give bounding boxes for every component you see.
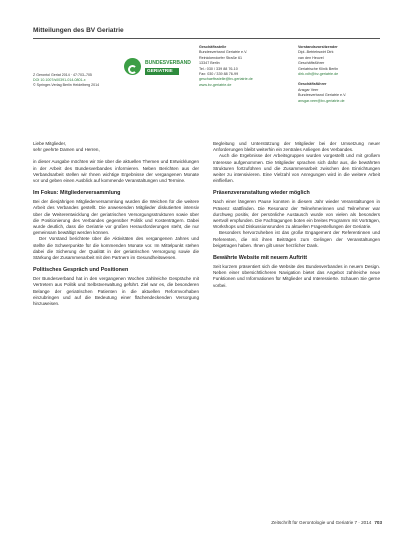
contact-line: Bundesverband Geriatrie e.V. xyxy=(199,50,248,55)
greeting: Liebe Mitglieder, xyxy=(33,141,67,146)
journal-name: Zeitschrift für Gerontologie und Geriatrie 7 · 2014 xyxy=(271,520,372,525)
page-header-title: Mitteilungen des BV Geriatrie xyxy=(33,27,124,34)
contact-line: Dipl.-Betriebswirt Dirk xyxy=(298,50,334,55)
contact-website-link[interactable]: www.bv-geriatrie.de xyxy=(199,82,232,87)
contact-email-link[interactable]: geschaeftsstelle@bv-geriatrie.de xyxy=(199,77,253,82)
contact-email-link[interactable]: dirk.vdh@bv-geriatrie.de xyxy=(298,72,339,77)
contact-line: Ansgar Veer xyxy=(298,87,319,92)
greeting: sehr geehrte Damen und Herren, xyxy=(33,147,100,153)
section-heading: Politisches Gespräch und Positionen xyxy=(33,267,129,274)
contact-line: Bundesverband Geriatrie e.V. xyxy=(298,93,347,98)
paragraph: Seit kurzem präsentiert sich die Website des Bundesverbandes in neuem Design. Neben einer übersichtlicheren Navigation bietet das Angebot zahlreiche neue Funktionen und Informationen für Mitglieder und Interessierte. Schauen Sie gerne vorbei. xyxy=(213,264,380,288)
page-footer xyxy=(260,520,382,525)
contact-heading: Geschäftsführer xyxy=(298,82,327,87)
paragraph: Der Vorstand berichtete über die Aktivitäten des vergangenen Jahres und stellte die Schwerpunkte für die kommenden Monate vor. Im Mittelpunkt stehen dabei die Sicherung der Qualität in der geriatrischen Versorgung sowie die Stärkung der Zusammenarbeit mit den Partnern im Gesundheitswesen. xyxy=(33,236,199,261)
contact-phone: Tel.: 030 / 339 88 76-10 xyxy=(199,66,238,71)
bv-geriatrie-logo xyxy=(124,55,191,99)
contact-line: Reinickendorfer Straße 61 xyxy=(199,55,243,60)
paragraph: Auch die Ergebnisse der Arbeitsgruppen wurden vorgestellt und mit großem Interesse aufgenommen. Die Mitglieder sprachen sich dafür aus, die bewährten Strukturen fortzuführen und die Zusammenarbeit zwischen den Einrichtungen weiter zu intensivieren. Eine Vielzahl von Anregungen wird in die weitere Arbeit einfließen. xyxy=(213,153,380,184)
contact-line: Geriatrische Klinik Berlin xyxy=(298,66,339,71)
logo-text-line1: BUNDESVERBAND xyxy=(145,60,191,66)
section-heading: Im Fokus: Mitgliederversammlung xyxy=(33,190,121,197)
section-heading: Präsenzveranstaltung wieder möglich xyxy=(213,190,310,197)
contact-heading: Vorstandsvorsitzender xyxy=(298,45,338,49)
paragraph: Der Bundesverband hat in den vergangenen Wochen zahlreiche Gespräche mit Vertretern aus Politik und Selbstverwaltung geführt. Ziel war es, die besonderen Belange der geriatrischen Patienten in die aktuellen Reformvorhaben einzubringen und auf die Bedeutung einer flächendeckenden Versorgung hinzuweisen. xyxy=(33,276,199,307)
paragraph: Nach einer längeren Pause konnten in diesem Jahr wieder Veranstaltungen in Präsenz stattfinden. Die Resonanz der Teilnehmerinnen und Teilnehmer war durchweg positiv, der persönliche Austausch wurde von vielen als besonders wertvoll empfunden. Die Fachtagungen boten ein breites Programm mit Vorträgen, Workshops und Diskussionsrunden zu aktuellen Fragestellungen der Geriatrie. xyxy=(213,199,380,230)
article-column-left xyxy=(33,141,199,307)
paragraph: Bei der diesjährigen Mitgliederversammlung wurden die Weichen für die weitere Arbeit des Verbandes gestellt. Die anwesenden Mitglieder diskutierten intensiv über die Weiterentwicklung der geriatrischen Versorgungsstrukturen sowie über die Positionierung des Verbandes gegenüber Politik und Kostenträgern. Dabei wurde deutlich, dass die Geriatrie vor großen Herausforderungen steht, die nur gemeinsam bewältigt werden können. xyxy=(33,199,199,236)
section-heading: Bewährte Website mit neuem Auftritt xyxy=(213,255,308,262)
paragraph: in dieser Ausgabe möchten wir Sie über die aktuellen Themen und Entwicklungen in der Arbeit des Bundesverbandes informieren. Neben Berichten aus der Verbandsarbeit stellen wir Ihnen wichtige Ergebnisse der vergangenen Monate vor und geben einen Ausblick auf kommende Veranstaltungen und Termine. xyxy=(33,159,199,184)
contact-line: Geschäftsführer xyxy=(298,61,325,66)
header-divider xyxy=(33,38,380,39)
paragraph: Besonders hervorzuheben ist das große Engagement der Referentinnen und Referenten, die mit ihren Beiträgen zum Gelingen der Veranstaltungen beigetragen haben. Ihnen gilt unser herzlicher Dank. xyxy=(213,230,380,248)
page-number: 703 xyxy=(374,520,382,525)
contact-line: 13347 Berlin xyxy=(199,61,220,66)
article-column-right xyxy=(213,141,380,289)
paragraph: Begleitung und Unterstützung der Mitglieder bei der Umsetzung neuer Anforderungen bleibt weiterhin ein zentrales Anliegen des Verbandes. xyxy=(213,141,380,153)
contact-line: van den Heuvel xyxy=(298,55,324,60)
publication-meta xyxy=(33,73,128,89)
doi-link[interactable]: DOI 10.1007/s00391-014-0801-x xyxy=(33,78,86,83)
contact-office xyxy=(199,45,291,88)
contact-email-link[interactable]: ansgar.veer@bv-geriatrie.de xyxy=(298,98,345,103)
contact-heading: Geschäftsstelle xyxy=(199,45,227,49)
meta-line: © Springer-Verlag Berlin Heidelberg 2014 xyxy=(33,83,100,88)
contact-board xyxy=(298,45,390,104)
bv-geriatrie-swoosh-icon xyxy=(124,58,141,75)
contact-fax: Fax: 030 / 339 88 76-99 xyxy=(199,72,239,77)
logo-text-line2: GERIATRIE xyxy=(145,68,179,75)
meta-line: Z Gerontol Geriat 2014 · 47:703–705 xyxy=(33,73,92,77)
